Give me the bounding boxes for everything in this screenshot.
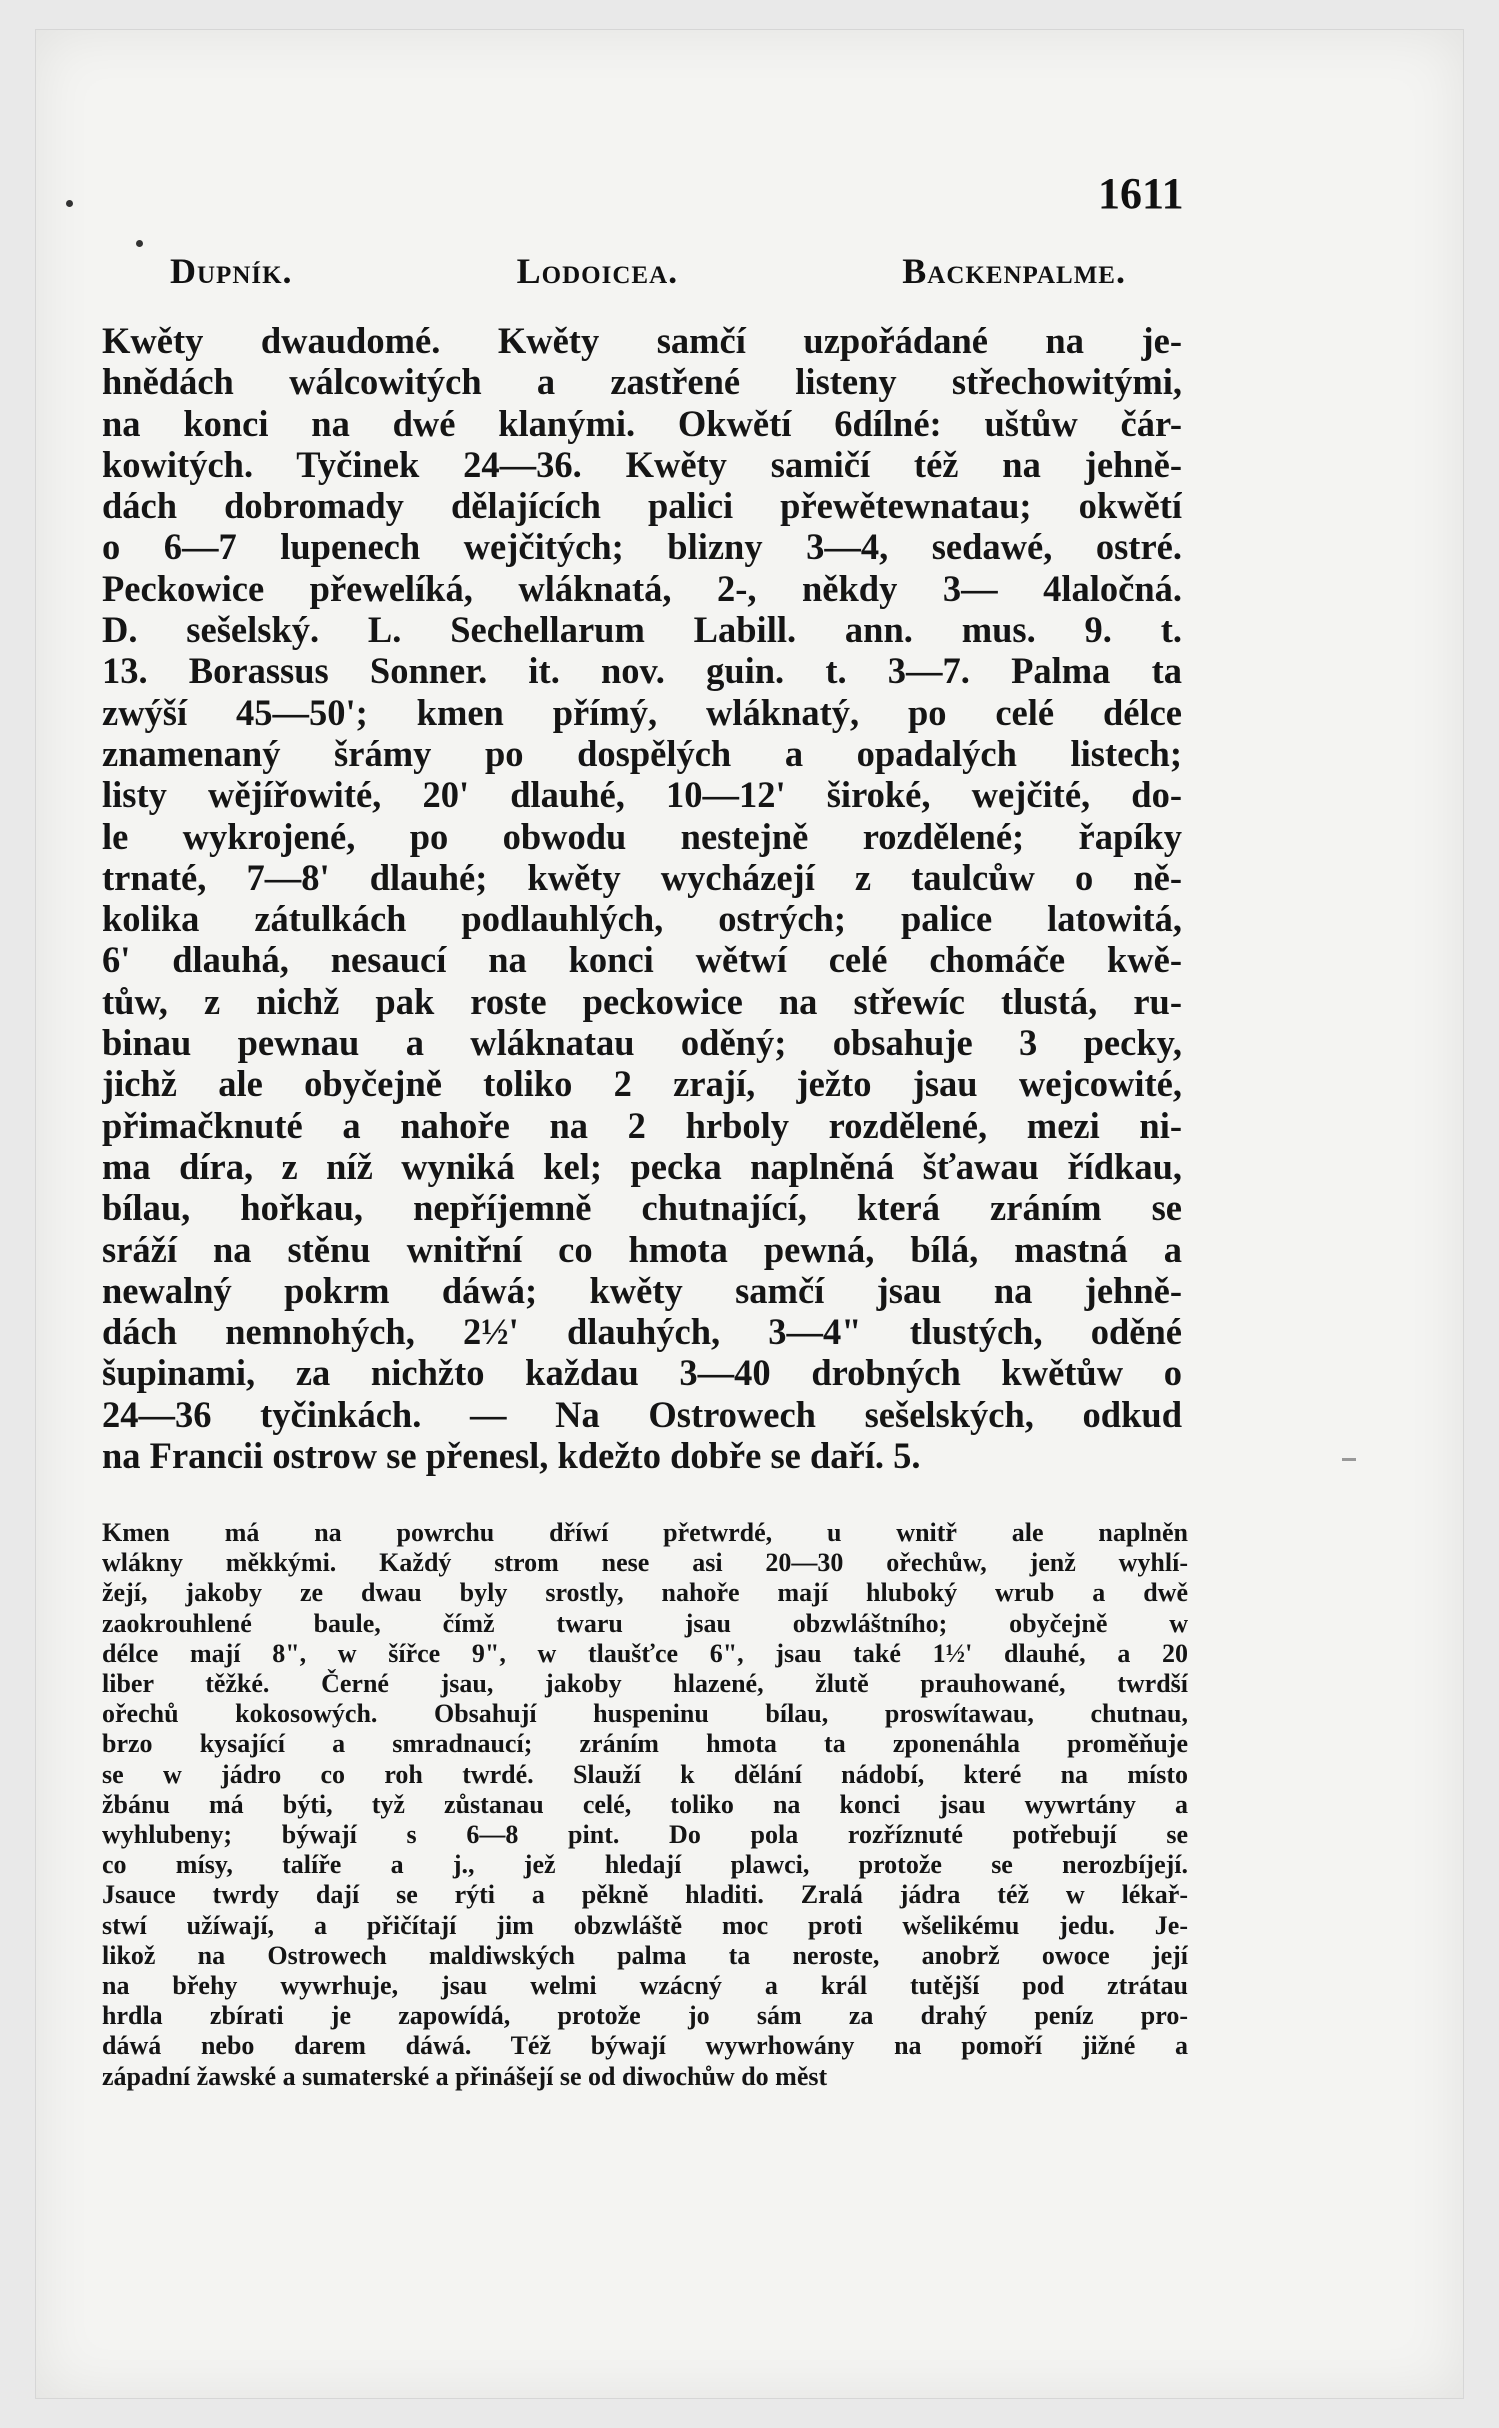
text-line: kowitých. Tyčinek 24—36. Kwěty samičí též na jehně- <box>102 443 1182 485</box>
text-line: kolika zátulkách podlauhlých, ostrých; palice latowitá, <box>102 898 1182 940</box>
footnote-line: liber těžké. Černé jsau, jakoby hlazené, žlutě prauhowané, twrdší <box>102 1669 1188 1699</box>
book-page <box>36 30 1463 2398</box>
running-head-latin: Lodoicea. <box>516 251 679 291</box>
footnote-line: dáwá nebo darem dáwá. Též býwají wywrhowány na pomoří jižné a <box>102 2031 1188 2061</box>
margin-mark <box>1342 1458 1356 1461</box>
footnote-line: Kmen má na powrchu dříwí přetwrdé, u wnitř ale naplněn <box>102 1518 1188 1547</box>
text-line: dách nemnohých, 2½' dlauhých, 3—4" tlustých, oděné <box>102 1311 1182 1353</box>
text-line: Kwěty dwaudomé. Kwěty samčí uzpořádané na je- <box>102 320 1182 361</box>
text-line: hnědách wálcowitých a zastřené listeny střechowitými, <box>102 361 1182 403</box>
footnote-line: brzo kysající a smradnaucí; zráním hmota ta zponenáhla proměňuje <box>102 1729 1188 1759</box>
running-head <box>170 250 1170 292</box>
text-line: dách dobromady dělajících palici přewětewnatau; okwětí <box>102 485 1182 527</box>
text-line: na Francii ostrow se přenesl, kdežto dobře se daří. 5. <box>102 1435 921 1477</box>
footnote-line: na břehy wywrhuje, jsau welmi wzácný a král tutější pod ztrátau <box>102 1971 1188 2001</box>
text-line: listy wějířowité, 20' dlauhé, 10—12' široké, wejčité, do- <box>102 774 1182 816</box>
text-line: sráží na stěnu wnitřní co hmota pewná, bílá, mastná a <box>102 1228 1182 1270</box>
text-line: 24—36 tyčinkách. — Na Ostrowech sešelských, odkud <box>102 1393 1182 1435</box>
footnote-line: stwí užíwají, a přičítají jim obzwláště moc proti wšelikému jedu. Je- <box>102 1910 1188 1940</box>
running-head-german: Backenpalme. <box>902 251 1126 291</box>
text-line: Peckowice přewelíká, wláknatá, 2-, někdy 3— 4laločná. <box>102 567 1182 609</box>
footnote-line: žbánu má býti, tyž zůstanau celé, toliko na konci jsau wywrtány a <box>102 1789 1188 1819</box>
text-line: zwýší 45—50'; kmen přímý, wláknatý, po celé délce <box>102 691 1182 733</box>
footnote-line: se w jádro co roh twrdé. Slauží k dělání nádobí, které na místo <box>102 1759 1188 1789</box>
text-line: na konci na dwé klanými. Okwětí 6dílné: uštůw čár- <box>102 402 1182 444</box>
text-line: bílau, hořkau, nepříjemně chutnající, která zráním se <box>102 1187 1182 1229</box>
footnote-line: žejí, jakoby ze dwau byly srostly, nahoře mají hluboký wrub a dwě <box>102 1578 1188 1608</box>
stray-mark-dot <box>66 200 73 207</box>
text-line: ma díra, z níž wyniká kel; pecka naplněná šťawau řídkau, <box>102 1145 1182 1187</box>
footnote-line: wlákny měkkými. Každý strom nese asi 20—30 ořechůw, jenž wyhlí- <box>102 1548 1188 1578</box>
footnote-line: Jsauce twrdy dají se rýti a pěkně hladiti. Zralá jádra též w lékař- <box>102 1880 1188 1910</box>
text-line: tůw, z nichž pak roste peckowice na střewíc tlustá, ru- <box>102 980 1182 1022</box>
text-line: 6' dlauhá, nesaucí na konci wětwí celé chomáče kwě- <box>102 939 1182 981</box>
footnote-line: zaokrouhlené baule, čímž twaru jsau obzwláštního; obyčejně w <box>102 1608 1188 1638</box>
text-line: jichž ale obyčejně toliko 2 zrají, ježto jsau wejcowité, <box>102 1063 1182 1105</box>
footnote-line: hrdla zbírati je zapowídá, protože jo sám za drahý peníz pro- <box>102 2001 1188 2031</box>
running-head-czech: Dupník. <box>170 251 293 291</box>
text-line: trnaté, 7—8' dlauhé; kwěty wycházejí z taulcůw o ně- <box>102 856 1182 898</box>
footnote-line: co mísy, talíře a j., jež hledají plawci, protože se nerozbíjejí. <box>102 1850 1188 1880</box>
text-line: 13. Borassus Sonner. it. nov. guin. t. 3—7. Palma ta <box>102 650 1182 692</box>
footnote-line: likož na Ostrowech maldiwských palma ta neroste, anobrž owoce její <box>102 1940 1188 1970</box>
footnote-line: délce mají 8", w šířce 9", w tlaušťce 6", jsau také 1½' dlauhé, a 20 <box>102 1638 1188 1668</box>
text-line: o 6—7 lupenech wejčitých; blizny 3—4, sedawé, ostré. <box>102 526 1182 568</box>
text-line: newalný pokrm dáwá; kwěty samčí jsau na jehně- <box>102 1269 1182 1311</box>
text-line: le wykrojené, po obwodu nestejně rozdělené; řapíky <box>102 815 1182 857</box>
footnote-line: západní žawské a sumaterské a přinášejí se od diwochůw do měst <box>102 2061 828 2091</box>
text-line: D. sešelský. L. Sechellarum Labill. ann. mus. 9. t. <box>102 609 1182 651</box>
text-line: přimačknuté a nahoře na 2 hrboly rozdělené, mezi ni- <box>102 1104 1182 1146</box>
text-line: binau pewnau a wláknatau oděný; obsahuje 3 pecky, <box>102 1022 1182 1064</box>
footnote-line: wyhlubeny; býwají s 6—8 pint. Do pola rozříznuté potřebují se <box>102 1820 1188 1850</box>
page-number: 1611 <box>1098 169 1184 218</box>
main-text-block <box>102 320 1182 1476</box>
text-line: znamenaný šrámy po dospělých a opadalých listech; <box>102 732 1182 774</box>
footnote-line: ořechů kokosowých. Obsahují huspeninu bílau, proswítawau, chutnau, <box>102 1699 1188 1729</box>
footnote-text-block <box>102 1518 1188 2092</box>
text-line: šupinami, za nichžto každau 3—40 drobných kwětůw o <box>102 1352 1182 1394</box>
stray-mark-dot <box>136 240 143 247</box>
